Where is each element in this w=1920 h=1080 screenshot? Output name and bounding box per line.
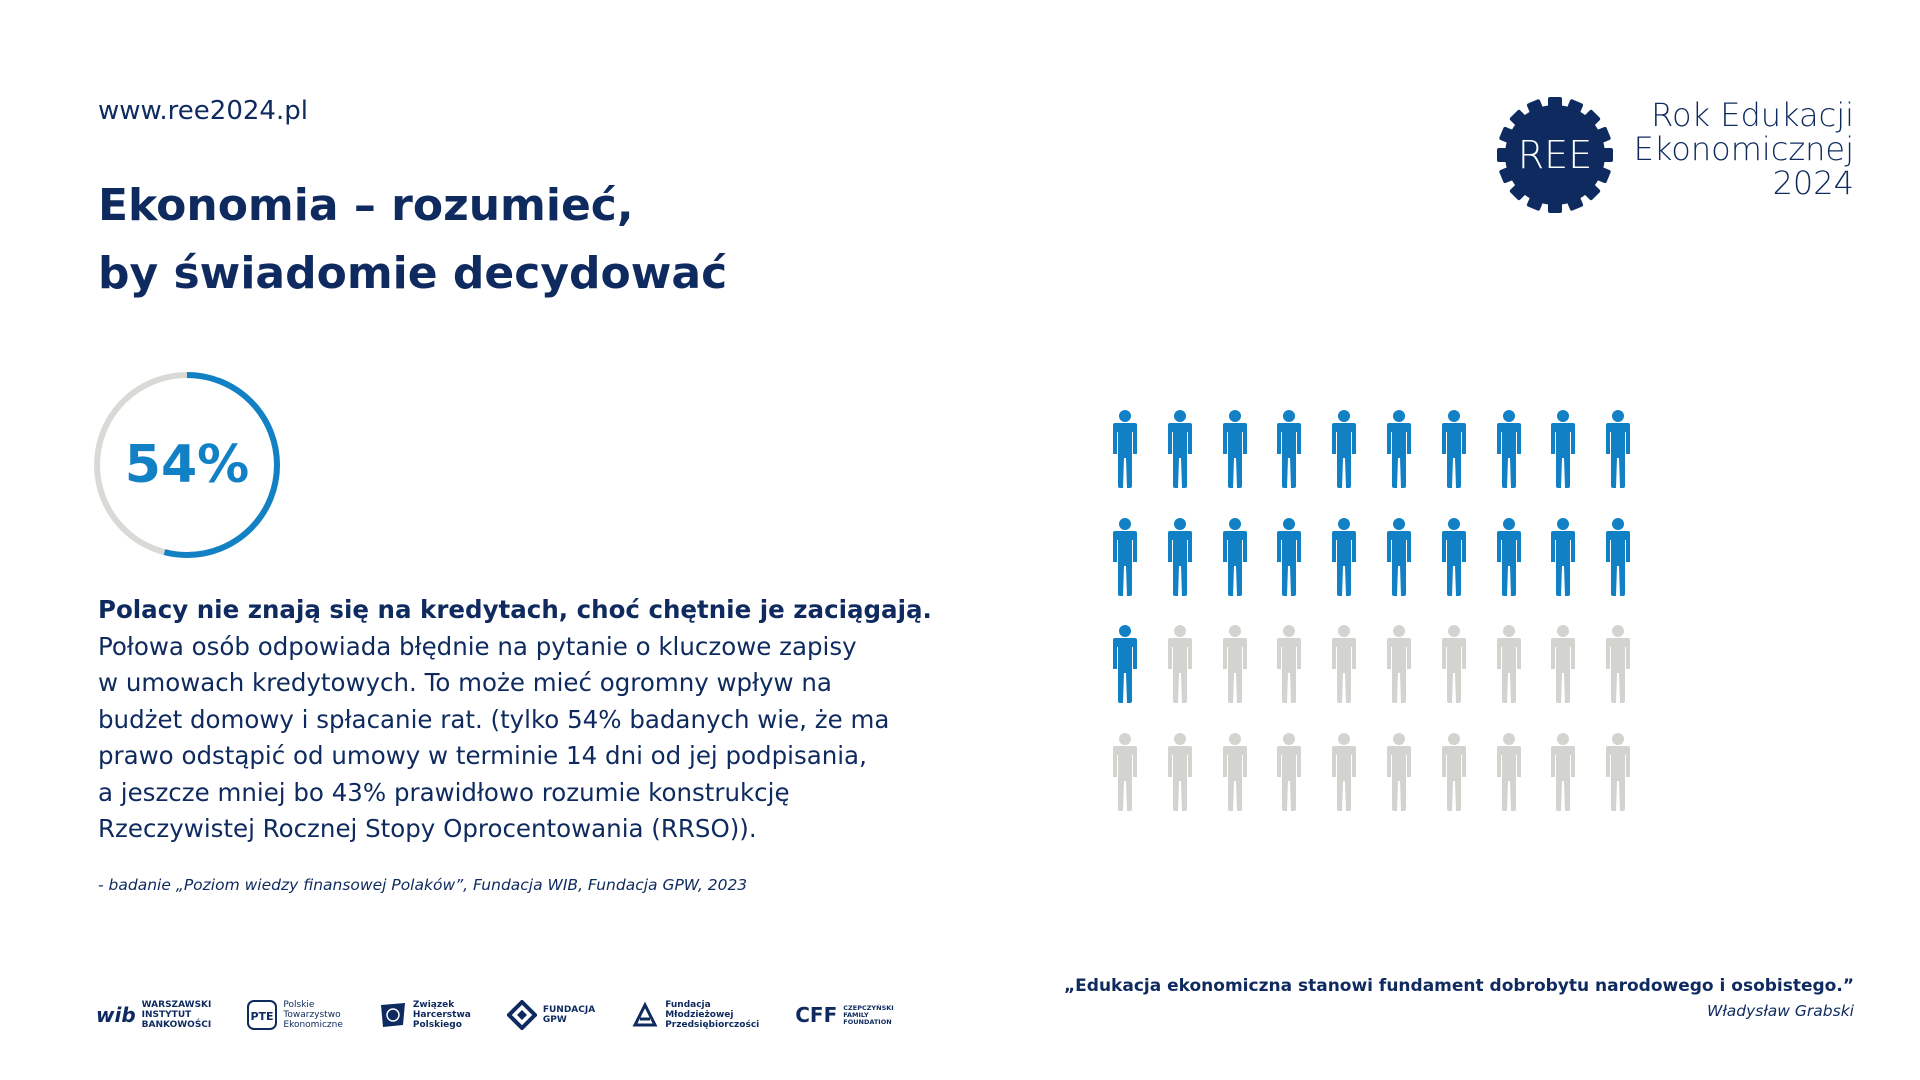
percent-value: 54% bbox=[124, 435, 250, 495]
wib-logo-icon: wib bbox=[96, 1003, 136, 1027]
description-line: Rzeczywistej Rocznej Stopy Oprocentowania (RRSO)). bbox=[98, 814, 757, 843]
ree-gear-icon bbox=[1496, 96, 1614, 214]
person-icon bbox=[1329, 410, 1359, 488]
partner-name: Związek Harcerstwa Polskiego bbox=[412, 1000, 471, 1030]
person-icon bbox=[1110, 625, 1140, 703]
person-icon bbox=[1165, 733, 1195, 811]
person-icon bbox=[1384, 410, 1414, 488]
person-icon bbox=[1548, 733, 1578, 811]
person-icon bbox=[1603, 518, 1633, 596]
zhp-logo-icon bbox=[379, 1001, 407, 1029]
partner-name: Polskie Towarzystwo Ekonomiczne bbox=[283, 1000, 343, 1030]
ree-logo-line-1: Rok Edukacji bbox=[1651, 96, 1854, 134]
person-icon bbox=[1274, 625, 1304, 703]
description-line: prawo odstąpić od umowy w terminie 14 dni od jej podpisania, bbox=[98, 741, 867, 770]
person-icon bbox=[1603, 733, 1633, 811]
ree-mark-text: REE bbox=[1517, 133, 1593, 177]
person-icon bbox=[1165, 518, 1195, 596]
person-icon bbox=[1274, 410, 1304, 488]
person-icon bbox=[1384, 733, 1414, 811]
person-icon bbox=[1494, 518, 1524, 596]
quote-text: „Edukacja ekonomiczna stanowi fundament dobrobytu narodowego i osobistego.” bbox=[1064, 976, 1854, 996]
person-icon bbox=[1220, 733, 1250, 811]
person-icon bbox=[1384, 625, 1414, 703]
page-title-line-1: Ekonomia – rozumieć, bbox=[98, 180, 634, 231]
description-lead: Polacy nie znają się na kredytach, choć chętnie je zaciągają. bbox=[98, 595, 932, 624]
person-icon bbox=[1110, 518, 1140, 596]
ree-logo-line-2: Ekonomicznej bbox=[1633, 130, 1854, 168]
partner-zhp[interactable] bbox=[379, 1000, 471, 1030]
person-icon bbox=[1165, 625, 1195, 703]
person-icon bbox=[1274, 518, 1304, 596]
pte-logo-icon bbox=[247, 1000, 277, 1030]
person-icon bbox=[1329, 733, 1359, 811]
partner-gpw[interactable] bbox=[507, 1000, 595, 1030]
person-icon bbox=[1494, 410, 1524, 488]
person-icon bbox=[1439, 625, 1469, 703]
page-title-line-2: by świadomie decydować bbox=[98, 248, 728, 299]
cff-logo-icon: CFF bbox=[795, 1003, 838, 1027]
person-icon bbox=[1384, 518, 1414, 596]
person-icon bbox=[1165, 410, 1195, 488]
partner-name: CZEPCZYŃSKI FAMILY FOUNDATION bbox=[843, 1003, 894, 1026]
description-line: a jeszcze mniej bo 43% prawidłowo rozumie konstrukcję bbox=[98, 777, 790, 807]
partner-pte[interactable] bbox=[247, 1000, 342, 1030]
person-icon bbox=[1603, 625, 1633, 703]
description-line: budżet domowy i spłacanie rat. (tylko 54% badanych wie, że ma bbox=[98, 704, 890, 734]
person-icon bbox=[1220, 518, 1250, 596]
people-pictogram bbox=[1110, 410, 1650, 840]
description bbox=[98, 592, 938, 848]
quote bbox=[1064, 976, 1854, 1020]
partner-logos bbox=[96, 990, 894, 1040]
person-icon bbox=[1548, 625, 1578, 703]
partner-name: WARSZAWSKI INSTYTUT BANKOWOŚCI bbox=[141, 1000, 212, 1030]
person-icon bbox=[1494, 625, 1524, 703]
ree-logo bbox=[1496, 96, 1866, 214]
person-icon bbox=[1110, 410, 1140, 488]
person-icon bbox=[1548, 518, 1578, 596]
source-citation: - badanie „Poziom wiedzy finansowej Polaków”, Fundacja WIB, Fundacja GPW, 2023 bbox=[98, 876, 748, 894]
partner-cff[interactable] bbox=[795, 1003, 893, 1027]
person-icon bbox=[1110, 733, 1140, 811]
person-icon bbox=[1220, 625, 1250, 703]
gpw-logo-icon bbox=[507, 1000, 537, 1030]
person-icon bbox=[1220, 410, 1250, 488]
person-icon bbox=[1603, 410, 1633, 488]
person-icon bbox=[1329, 518, 1359, 596]
person-icon bbox=[1439, 410, 1469, 488]
svg-text:PTE: PTE bbox=[250, 1010, 274, 1023]
partner-name: Fundacja Młodzieżowej Przedsiębiorczości bbox=[665, 1000, 760, 1030]
person-icon bbox=[1439, 518, 1469, 596]
person-icon bbox=[1274, 733, 1304, 811]
partner-fmp[interactable] bbox=[631, 1000, 759, 1030]
quote-author: Władysław Grabski bbox=[1707, 1002, 1854, 1020]
fmp-logo-icon bbox=[631, 1001, 659, 1029]
website-url[interactable]: www.ree2024.pl bbox=[98, 96, 308, 126]
page-title bbox=[98, 172, 727, 308]
person-icon bbox=[1494, 733, 1524, 811]
description-line: Połowa osób odpowiada błędnie na pytanie o kluczowe zapisy bbox=[98, 631, 857, 661]
person-icon bbox=[1548, 410, 1578, 488]
description-line: w umowach kredytowych. To może mieć ogromny wpływ na bbox=[98, 668, 832, 697]
partner-wib[interactable] bbox=[96, 1000, 211, 1030]
ree-logo-line-3: 2024 bbox=[1772, 164, 1854, 202]
partner-name: FUNDACJA GPW bbox=[542, 1005, 596, 1025]
person-icon bbox=[1329, 625, 1359, 703]
person-icon bbox=[1439, 733, 1469, 811]
